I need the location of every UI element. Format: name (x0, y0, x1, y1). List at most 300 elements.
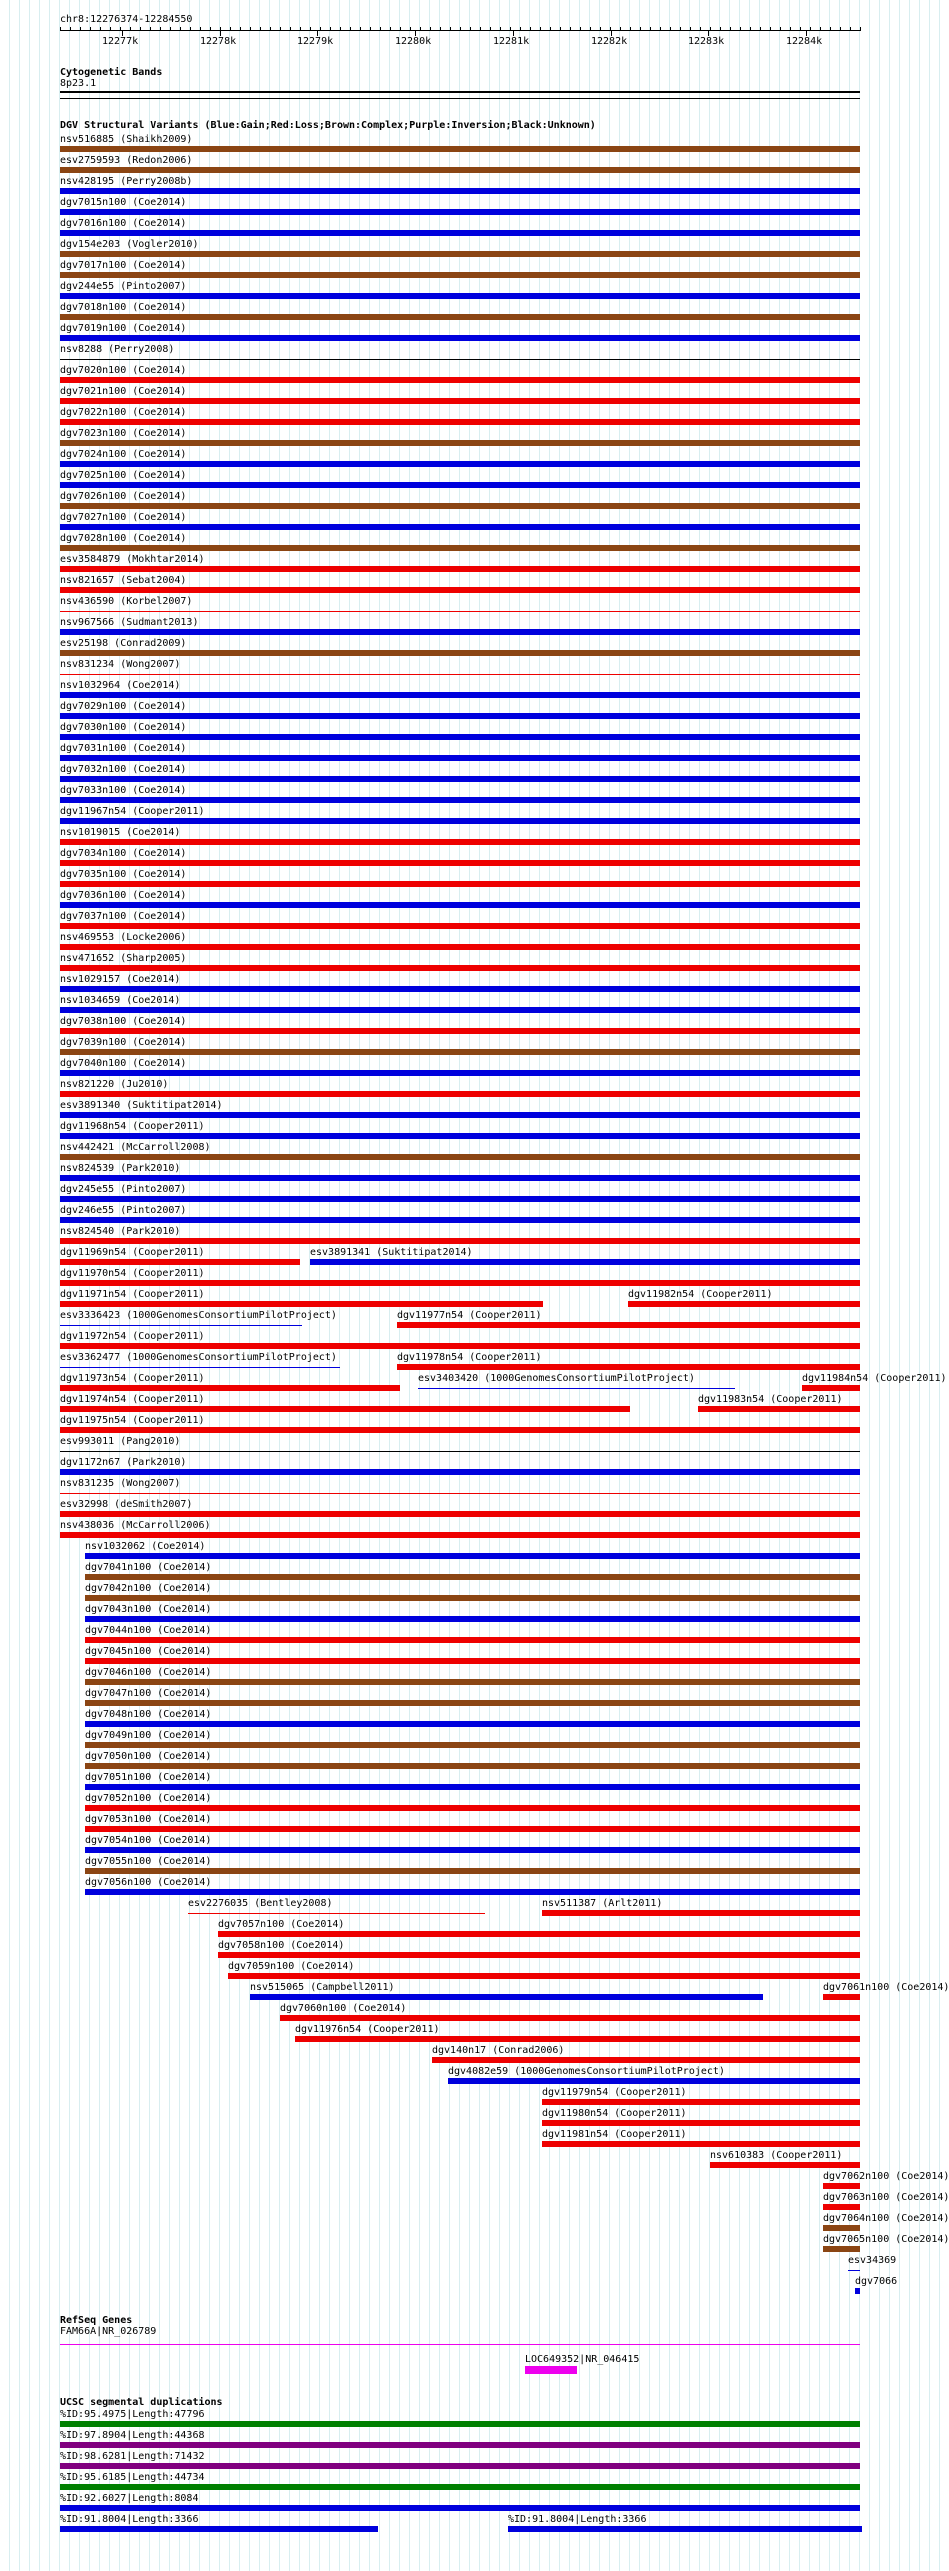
ruler-minor-tick (200, 27, 201, 31)
position-label: chr8:12276374-12284550 (60, 14, 193, 25)
ruler-minor-tick (80, 27, 81, 31)
ruler-minor-tick (820, 27, 821, 31)
variant-label[interactable]: nsv436590 (Korbel2007) (60, 596, 193, 607)
variant-bar[interactable] (60, 566, 860, 572)
segdup-label[interactable]: %ID:97.8904|Length:44368 (60, 2430, 205, 2441)
variant-label[interactable]: nsv469553 (Locke2006) (60, 932, 187, 943)
variant-bar[interactable] (85, 1889, 860, 1895)
ruler-minor-tick (800, 27, 801, 31)
variant-bar[interactable] (823, 2225, 860, 2231)
variant-label[interactable]: dgv246e55 (Pinto2007) (60, 1205, 187, 1216)
variant-label[interactable]: esv32998 (deSmith2007) (60, 1499, 193, 1510)
variant-bar[interactable] (60, 1343, 860, 1349)
variant-label[interactable]: dgv7042n100 (Coe2014) (85, 1583, 212, 1594)
variant-bar[interactable] (60, 1070, 860, 1076)
variant-label[interactable]: dgv7034n100 (Coe2014) (60, 848, 187, 859)
variant-bar[interactable] (60, 1133, 860, 1139)
variant-label[interactable]: nsv438036 (McCarroll2006) (60, 1520, 211, 1531)
variant-bar[interactable] (397, 1364, 860, 1370)
variant-label[interactable]: dgv11980n54 (Cooper2011) (542, 2108, 687, 2119)
variant-label[interactable]: dgv7016n100 (Coe2014) (60, 218, 187, 229)
variant-bar[interactable] (823, 2246, 860, 2252)
variant-label[interactable]: dgv11983n54 (Cooper2011) (698, 1394, 843, 1405)
ruler-minor-tick (290, 27, 291, 31)
refseq-title[interactable]: RefSeq Genes (60, 2315, 133, 2326)
variant-bar[interactable] (60, 188, 860, 194)
variant-label[interactable]: dgv7056n100 (Coe2014) (85, 1877, 212, 1888)
variant-bar[interactable] (823, 2183, 860, 2189)
ruler-minor-tick (370, 27, 371, 31)
variant-bar[interactable] (85, 1616, 860, 1622)
segdup-bar[interactable] (508, 2526, 862, 2532)
variant-bar[interactable] (60, 272, 860, 278)
variant-bar[interactable] (60, 1238, 860, 1244)
variant-label[interactable]: dgv7045n100 (Coe2014) (85, 1646, 212, 1657)
ruler-minor-tick (430, 27, 431, 31)
variant-label[interactable]: dgv11967n54 (Cooper2011) (60, 806, 205, 817)
variant-label[interactable]: esv2276035 (Bentley2008) (188, 1898, 333, 1909)
variant-label[interactable]: dgv7021n100 (Coe2014) (60, 386, 187, 397)
variant-label[interactable]: dgv7025n100 (Coe2014) (60, 470, 187, 481)
variant-label[interactable]: dgv11981n54 (Cooper2011) (542, 2129, 687, 2140)
ruler-minor-tick (830, 27, 831, 31)
ruler-minor-tick (410, 27, 411, 31)
variant-label[interactable]: dgv7015n100 (Coe2014) (60, 197, 187, 208)
dgv-track-title[interactable]: DGV Structural Variants (Blue:Gain;Red:Loss;Brown:Complex;Purple:Inversion;Black:Unknown) (60, 120, 596, 131)
ruler-minor-tick (390, 27, 391, 31)
variant-label[interactable]: dgv7066 (855, 2276, 898, 2287)
variant-bar[interactable] (60, 818, 860, 824)
ruler-label: 12281k (493, 36, 530, 47)
variant-label[interactable]: dgv7041n100 (Coe2014) (85, 1562, 212, 1573)
variant-bar[interactable] (60, 839, 860, 845)
ruler-minor-tick (420, 27, 421, 31)
ruler-minor-tick (90, 27, 91, 31)
ruler-minor-tick (690, 27, 691, 31)
variant-bar[interactable] (542, 2120, 860, 2126)
variant-bar[interactable] (60, 1154, 860, 1160)
variant-label[interactable]: dgv4082e59 (1000GenomesConsortiumPilotProject) (448, 2066, 725, 2077)
segdup-bar[interactable] (60, 2505, 860, 2511)
variant-label[interactable]: esv3403420 (1000GenomesConsortiumPilotProject) (418, 1373, 695, 1384)
variant-bar[interactable] (542, 1910, 860, 1916)
variant-bar[interactable] (60, 650, 860, 656)
ruler-minor-tick (490, 27, 491, 31)
segdup-label[interactable]: %ID:98.6281|Length:71432 (60, 2451, 205, 2462)
ruler-minor-tick (620, 27, 621, 31)
variant-bar[interactable] (60, 1175, 860, 1181)
variant-bar[interactable] (60, 1511, 860, 1517)
variant-bar[interactable] (60, 734, 860, 740)
variant-label[interactable]: nsv8288 (Perry2008) (60, 344, 175, 355)
ruler-minor-tick (320, 27, 321, 31)
variant-bar[interactable] (823, 2204, 860, 2210)
segdup-bar[interactable] (60, 2421, 860, 2427)
variant-bar[interactable] (60, 1091, 860, 1097)
ruler-minor-tick (360, 27, 361, 31)
ruler-label: 12279k (297, 36, 334, 47)
variant-bar[interactable] (60, 377, 860, 383)
variant-label[interactable]: dgv11976n54 (Cooper2011) (295, 2024, 440, 2035)
variant-bar[interactable] (85, 1826, 860, 1832)
variant-bar[interactable] (60, 419, 860, 425)
segdup-bar[interactable] (60, 2463, 860, 2469)
variant-bar[interactable] (228, 1973, 860, 1979)
ruler-minor-tick (400, 27, 401, 31)
variant-bar[interactable] (60, 1469, 860, 1475)
variant-bar[interactable] (60, 1301, 543, 1307)
variant-bar[interactable] (60, 293, 860, 299)
variant-bar[interactable] (60, 1532, 860, 1538)
variant-label[interactable]: dgv7053n100 (Coe2014) (85, 1814, 212, 1825)
variant-label[interactable]: dgv7019n100 (Coe2014) (60, 323, 187, 334)
variant-label[interactable]: dgv7064n100 (Coe2014) (823, 2213, 949, 2224)
segdup-label[interactable]: %ID:92.6027|Length:8084 (60, 2493, 199, 2504)
variant-label[interactable]: nsv1029157 (Coe2014) (60, 974, 181, 985)
variant-bar[interactable] (295, 2036, 860, 2042)
variant-label[interactable]: dgv7018n100 (Coe2014) (60, 302, 187, 313)
variant-bar[interactable] (85, 1763, 860, 1769)
variant-label[interactable]: dgv7029n100 (Coe2014) (60, 701, 187, 712)
cytoband-title[interactable]: Cytogenetic Bands (60, 67, 163, 78)
variant-label[interactable]: dgv7050n100 (Coe2014) (85, 1751, 212, 1762)
variant-bar[interactable] (60, 1385, 400, 1391)
variant-bar[interactable] (60, 1028, 860, 1034)
variant-bar[interactable] (60, 524, 860, 530)
variant-bar[interactable] (85, 1784, 860, 1790)
variant-label[interactable]: dgv11973n54 (Cooper2011) (60, 1373, 205, 1384)
cytoband-label[interactable]: 8p23.1 (60, 78, 97, 89)
variant-line[interactable] (60, 1493, 860, 1494)
variant-line[interactable] (188, 1913, 485, 1914)
variant-bar[interactable] (60, 944, 860, 950)
variant-bar[interactable] (60, 692, 860, 698)
variant-label[interactable]: dgv245e55 (Pinto2007) (60, 1184, 187, 1195)
variant-bar[interactable] (85, 1742, 860, 1748)
refseq-gene-bar-2[interactable] (525, 2366, 577, 2374)
ruler-minor-tick (540, 27, 541, 31)
variant-label[interactable]: dgv7030n100 (Coe2014) (60, 722, 187, 733)
variant-bar[interactable] (448, 2078, 860, 2084)
ruler-label: 12278k (200, 36, 237, 47)
variant-bar[interactable] (60, 1007, 860, 1013)
variant-label[interactable]: dgv7033n100 (Coe2014) (60, 785, 187, 796)
variant-label[interactable]: esv3336423 (1000GenomesConsortiumPilotProject) (60, 1310, 337, 1321)
ruler-minor-tick (210, 27, 211, 31)
ruler-minor-tick (770, 27, 771, 31)
ruler-minor-tick (160, 27, 161, 31)
variant-bar[interactable] (855, 2288, 860, 2294)
variant-label[interactable]: dgv11978n54 (Cooper2011) (397, 1352, 542, 1363)
variant-bar[interactable] (60, 902, 860, 908)
variant-bar[interactable] (310, 1259, 860, 1265)
variant-bar[interactable] (432, 2057, 860, 2063)
variant-bar[interactable] (60, 1427, 860, 1433)
variant-label[interactable]: dgv1172n67 (Park2010) (60, 1457, 187, 1468)
variant-bar[interactable] (698, 1406, 860, 1412)
variant-label[interactable]: dgv11969n54 (Cooper2011) (60, 1247, 205, 1258)
variant-label[interactable]: nsv515065 (Campbell2011) (250, 1982, 395, 1993)
variant-bar[interactable] (397, 1322, 860, 1328)
segdup-label[interactable]: %ID:95.4975|Length:47796 (60, 2409, 205, 2420)
variant-bar[interactable] (60, 314, 860, 320)
variant-label[interactable]: nsv824539 (Park2010) (60, 1163, 181, 1174)
variant-label[interactable]: dgv7027n100 (Coe2014) (60, 512, 187, 523)
variant-bar[interactable] (60, 755, 860, 761)
variant-label[interactable]: nsv610383 (Cooper2011) (710, 2150, 843, 2161)
variant-bar[interactable] (85, 1637, 860, 1643)
variant-label[interactable]: esv34369 (848, 2255, 897, 2266)
variant-label[interactable]: dgv7061n100 (Coe2014) (823, 1982, 949, 1993)
variant-bar[interactable] (85, 1868, 860, 1874)
variant-bar[interactable] (628, 1301, 860, 1307)
variant-label[interactable]: dgv11982n54 (Cooper2011) (628, 1289, 773, 1300)
ruler-minor-tick (330, 27, 331, 31)
variant-label[interactable]: nsv831234 (Wong2007) (60, 659, 181, 670)
ruler-minor-tick (850, 27, 851, 31)
variant-label[interactable]: esv25198 (Conrad2009) (60, 638, 187, 649)
ruler-minor-tick (810, 27, 811, 31)
variant-line[interactable] (60, 611, 860, 612)
variant-bar[interactable] (60, 398, 860, 404)
variant-label[interactable]: dgv7023n100 (Coe2014) (60, 428, 187, 439)
variant-label[interactable]: dgv7020n100 (Coe2014) (60, 365, 187, 376)
variant-bar[interactable] (60, 797, 860, 803)
segdup-title[interactable]: UCSC segmental duplications (60, 2397, 223, 2408)
variant-label[interactable]: dgv7043n100 (Coe2014) (85, 1604, 212, 1615)
variant-label[interactable]: nsv1019015 (Coe2014) (60, 827, 181, 838)
variant-label[interactable]: dgv7040n100 (Coe2014) (60, 1058, 187, 1069)
variant-bar[interactable] (60, 209, 860, 215)
variant-label[interactable]: esv2759593 (Redon2006) (60, 155, 193, 166)
variant-line[interactable] (418, 1388, 735, 1389)
variant-line[interactable] (60, 674, 860, 675)
variant-bar[interactable] (542, 2141, 860, 2147)
variant-label[interactable]: dgv11984n54 (Cooper2011) (802, 1373, 947, 1384)
variant-bar[interactable] (60, 503, 860, 509)
variant-label[interactable]: nsv428195 (Perry2008b) (60, 176, 193, 187)
variant-bar[interactable] (85, 1574, 860, 1580)
variant-label[interactable]: dgv154e203 (Vogler2010) (60, 239, 199, 250)
variant-bar[interactable] (60, 587, 860, 593)
variant-label[interactable]: dgv7037n100 (Coe2014) (60, 911, 187, 922)
variant-label[interactable]: dgv7057n100 (Coe2014) (218, 1919, 345, 1930)
ruler-minor-tick (550, 27, 551, 31)
variant-label[interactable]: esv3891341 (Suktitipat2014) (310, 1247, 473, 1258)
variant-label[interactable]: dgv7055n100 (Coe2014) (85, 1856, 212, 1867)
variant-label[interactable]: nsv1032964 (Coe2014) (60, 680, 181, 691)
ruler-minor-tick (720, 27, 721, 31)
variant-label[interactable]: dgv7049n100 (Coe2014) (85, 1730, 212, 1741)
variant-bar[interactable] (60, 146, 860, 152)
variant-line[interactable] (60, 1325, 302, 1326)
variant-bar[interactable] (60, 1217, 860, 1223)
variant-label[interactable]: dgv7063n100 (Coe2014) (823, 2192, 949, 2203)
ruler-minor-tick (460, 27, 461, 31)
variant-bar[interactable] (60, 713, 860, 719)
variant-bar[interactable] (85, 1721, 860, 1727)
segdup-bar[interactable] (60, 2484, 860, 2490)
ruler-minor-tick (500, 27, 501, 31)
variant-bar[interactable] (218, 1952, 860, 1958)
segdup-label[interactable]: %ID:91.8004|Length:3366 (60, 2514, 199, 2525)
variant-label[interactable]: dgv7060n100 (Coe2014) (280, 2003, 407, 2014)
variant-bar[interactable] (60, 335, 860, 341)
variant-label[interactable]: esv3362477 (1000GenomesConsortiumPilotProject) (60, 1352, 337, 1363)
variant-label[interactable]: esv993011 (Pang2010) (60, 1436, 181, 1447)
variant-bar[interactable] (60, 1406, 630, 1412)
variant-label[interactable]: dgv244e55 (Pinto2007) (60, 281, 187, 292)
variant-label[interactable]: nsv831235 (Wong2007) (60, 1478, 181, 1489)
variant-bar[interactable] (60, 1049, 860, 1055)
ruler-label: 12284k (786, 36, 823, 47)
variant-line[interactable] (848, 2270, 860, 2271)
variant-bar[interactable] (60, 629, 860, 635)
ruler-minor-tick (120, 27, 121, 31)
variant-bar[interactable] (85, 1553, 860, 1559)
variant-bar[interactable] (60, 1280, 860, 1286)
variant-bar[interactable] (60, 1259, 300, 1265)
variant-label[interactable]: dgv7048n100 (Coe2014) (85, 1709, 212, 1720)
variant-bar[interactable] (218, 1931, 860, 1937)
variant-label[interactable]: dgv140n17 (Conrad2006) (432, 2045, 565, 2056)
variant-label[interactable]: dgv7022n100 (Coe2014) (60, 407, 187, 418)
variant-label[interactable]: dgv11972n54 (Cooper2011) (60, 1331, 205, 1342)
variant-label[interactable]: dgv11975n54 (Cooper2011) (60, 1415, 205, 1426)
ruler-minor-tick (670, 27, 671, 31)
variant-label[interactable]: esv3584879 (Mokhtar2014) (60, 554, 205, 565)
variant-line[interactable] (60, 1367, 340, 1368)
segdup-bar[interactable] (60, 2442, 860, 2448)
variant-bar[interactable] (60, 860, 860, 866)
variant-label[interactable]: dgv7026n100 (Coe2014) (60, 491, 187, 502)
ruler-minor-tick (110, 27, 111, 31)
variant-bar[interactable] (60, 167, 860, 173)
segdup-label[interactable]: %ID:91.8004|Length:3366 (508, 2514, 647, 2525)
variant-bar[interactable] (85, 1658, 860, 1664)
variant-bar[interactable] (60, 482, 860, 488)
variant-bar[interactable] (60, 440, 860, 446)
variant-bar[interactable] (710, 2162, 860, 2168)
variant-label[interactable]: esv3891340 (Suktitipat2014) (60, 1100, 223, 1111)
variant-bar[interactable] (60, 776, 860, 782)
variant-bar[interactable] (60, 230, 860, 236)
cytoband-divider (60, 98, 860, 99)
variant-bar[interactable] (60, 1112, 860, 1118)
variant-bar[interactable] (542, 2099, 860, 2105)
variant-bar[interactable] (85, 1805, 860, 1811)
variant-bar[interactable] (85, 1700, 860, 1706)
variant-label[interactable]: dgv7039n100 (Coe2014) (60, 1037, 187, 1048)
variant-label[interactable]: dgv7028n100 (Coe2014) (60, 533, 187, 544)
ruler-minor-tick (140, 27, 141, 31)
variant-label[interactable]: nsv821220 (Ju2010) (60, 1079, 169, 1090)
variant-label[interactable]: dgv7024n100 (Coe2014) (60, 449, 187, 460)
ruler-minor-tick (190, 27, 191, 31)
variant-label[interactable]: dgv7035n100 (Coe2014) (60, 869, 187, 880)
variant-line[interactable] (60, 1451, 860, 1452)
variant-line[interactable] (60, 359, 860, 360)
ruler-minor-tick (300, 27, 301, 31)
variant-bar[interactable] (85, 1847, 860, 1853)
variant-label[interactable]: dgv7046n100 (Coe2014) (85, 1667, 212, 1678)
ruler-minor-tick (150, 27, 151, 31)
refseq-gene-label-1[interactable]: FAM66A|NR_026789 (60, 2326, 157, 2337)
variant-label[interactable]: dgv11977n54 (Cooper2011) (397, 1310, 542, 1321)
ruler-minor-tick (310, 27, 311, 31)
variant-bar[interactable] (60, 986, 860, 992)
ruler-minor-tick (630, 27, 631, 31)
variant-label[interactable]: dgv7058n100 (Coe2014) (218, 1940, 345, 1951)
variant-bar[interactable] (250, 1994, 763, 2000)
variant-bar[interactable] (60, 545, 860, 551)
variant-label[interactable]: dgv7051n100 (Coe2014) (85, 1772, 212, 1783)
variant-label[interactable]: dgv7032n100 (Coe2014) (60, 764, 187, 775)
variant-label[interactable]: dgv7038n100 (Coe2014) (60, 1016, 187, 1027)
variant-label[interactable]: dgv11979n54 (Cooper2011) (542, 2087, 687, 2098)
ruler-minor-tick (650, 27, 651, 31)
variant-bar[interactable] (802, 1385, 860, 1391)
refseq-gene-line-1[interactable] (60, 2344, 860, 2345)
ruler-minor-tick (130, 27, 131, 31)
variant-label[interactable]: dgv7065n100 (Coe2014) (823, 2234, 949, 2245)
ruler-minor-tick (840, 27, 841, 31)
variant-bar[interactable] (280, 2015, 860, 2021)
variant-label[interactable]: nsv516885 (Shaikh2009) (60, 134, 193, 145)
variant-bar[interactable] (60, 881, 860, 887)
variant-label[interactable]: dgv7017n100 (Coe2014) (60, 260, 187, 271)
variant-bar[interactable] (823, 1994, 860, 2000)
variant-label[interactable]: dgv7031n100 (Coe2014) (60, 743, 187, 754)
variant-label[interactable]: dgv7059n100 (Coe2014) (228, 1961, 355, 1972)
segdup-bar[interactable] (60, 2526, 378, 2532)
variant-label[interactable]: nsv442421 (McCarroll2008) (60, 1142, 211, 1153)
ruler-minor-tick (590, 27, 591, 31)
variant-label[interactable]: nsv1032062 (Coe2014) (85, 1541, 206, 1552)
variant-label[interactable]: dgv7036n100 (Coe2014) (60, 890, 187, 901)
variant-label[interactable]: nsv471652 (Sharp2005) (60, 953, 187, 964)
variant-label[interactable]: nsv511387 (Arlt2011) (542, 1898, 663, 1909)
variant-bar[interactable] (60, 923, 860, 929)
variant-label[interactable]: dgv11970n54 (Cooper2011) (60, 1268, 205, 1279)
variant-bar[interactable] (85, 1679, 860, 1685)
variant-bar[interactable] (60, 251, 860, 257)
ruler-minor-tick (250, 27, 251, 31)
variant-bar[interactable] (60, 461, 860, 467)
refseq-gene-label-2[interactable]: LOC649352|NR_046415 (525, 2354, 640, 2365)
variant-label[interactable]: dgv7052n100 (Coe2014) (85, 1793, 212, 1804)
variant-label[interactable]: dgv11974n54 (Cooper2011) (60, 1394, 205, 1405)
variant-label[interactable]: nsv824540 (Park2010) (60, 1226, 181, 1237)
variant-label[interactable]: nsv967566 (Sudmant2013) (60, 617, 199, 628)
variant-label[interactable]: dgv7054n100 (Coe2014) (85, 1835, 212, 1846)
variant-label[interactable]: nsv821657 (Sebat2004) (60, 575, 187, 586)
variant-bar[interactable] (60, 965, 860, 971)
variant-bar[interactable] (60, 1196, 860, 1202)
variant-label[interactable]: nsv1034659 (Coe2014) (60, 995, 181, 1006)
variant-bar[interactable] (85, 1595, 860, 1601)
variant-label[interactable]: dgv7047n100 (Coe2014) (85, 1688, 212, 1699)
ruler-minor-tick (750, 27, 751, 31)
cytoband-bar[interactable] (60, 91, 860, 93)
variant-label[interactable]: dgv11968n54 (Cooper2011) (60, 1121, 205, 1132)
segdup-label[interactable]: %ID:95.6185|Length:44734 (60, 2472, 205, 2483)
variant-label[interactable]: dgv7062n100 (Coe2014) (823, 2171, 949, 2182)
ruler-minor-tick (350, 27, 351, 31)
variant-label[interactable]: dgv11971n54 (Cooper2011) (60, 1289, 205, 1300)
ruler-minor-tick (180, 27, 181, 31)
variant-label[interactable]: dgv7044n100 (Coe2014) (85, 1625, 212, 1636)
